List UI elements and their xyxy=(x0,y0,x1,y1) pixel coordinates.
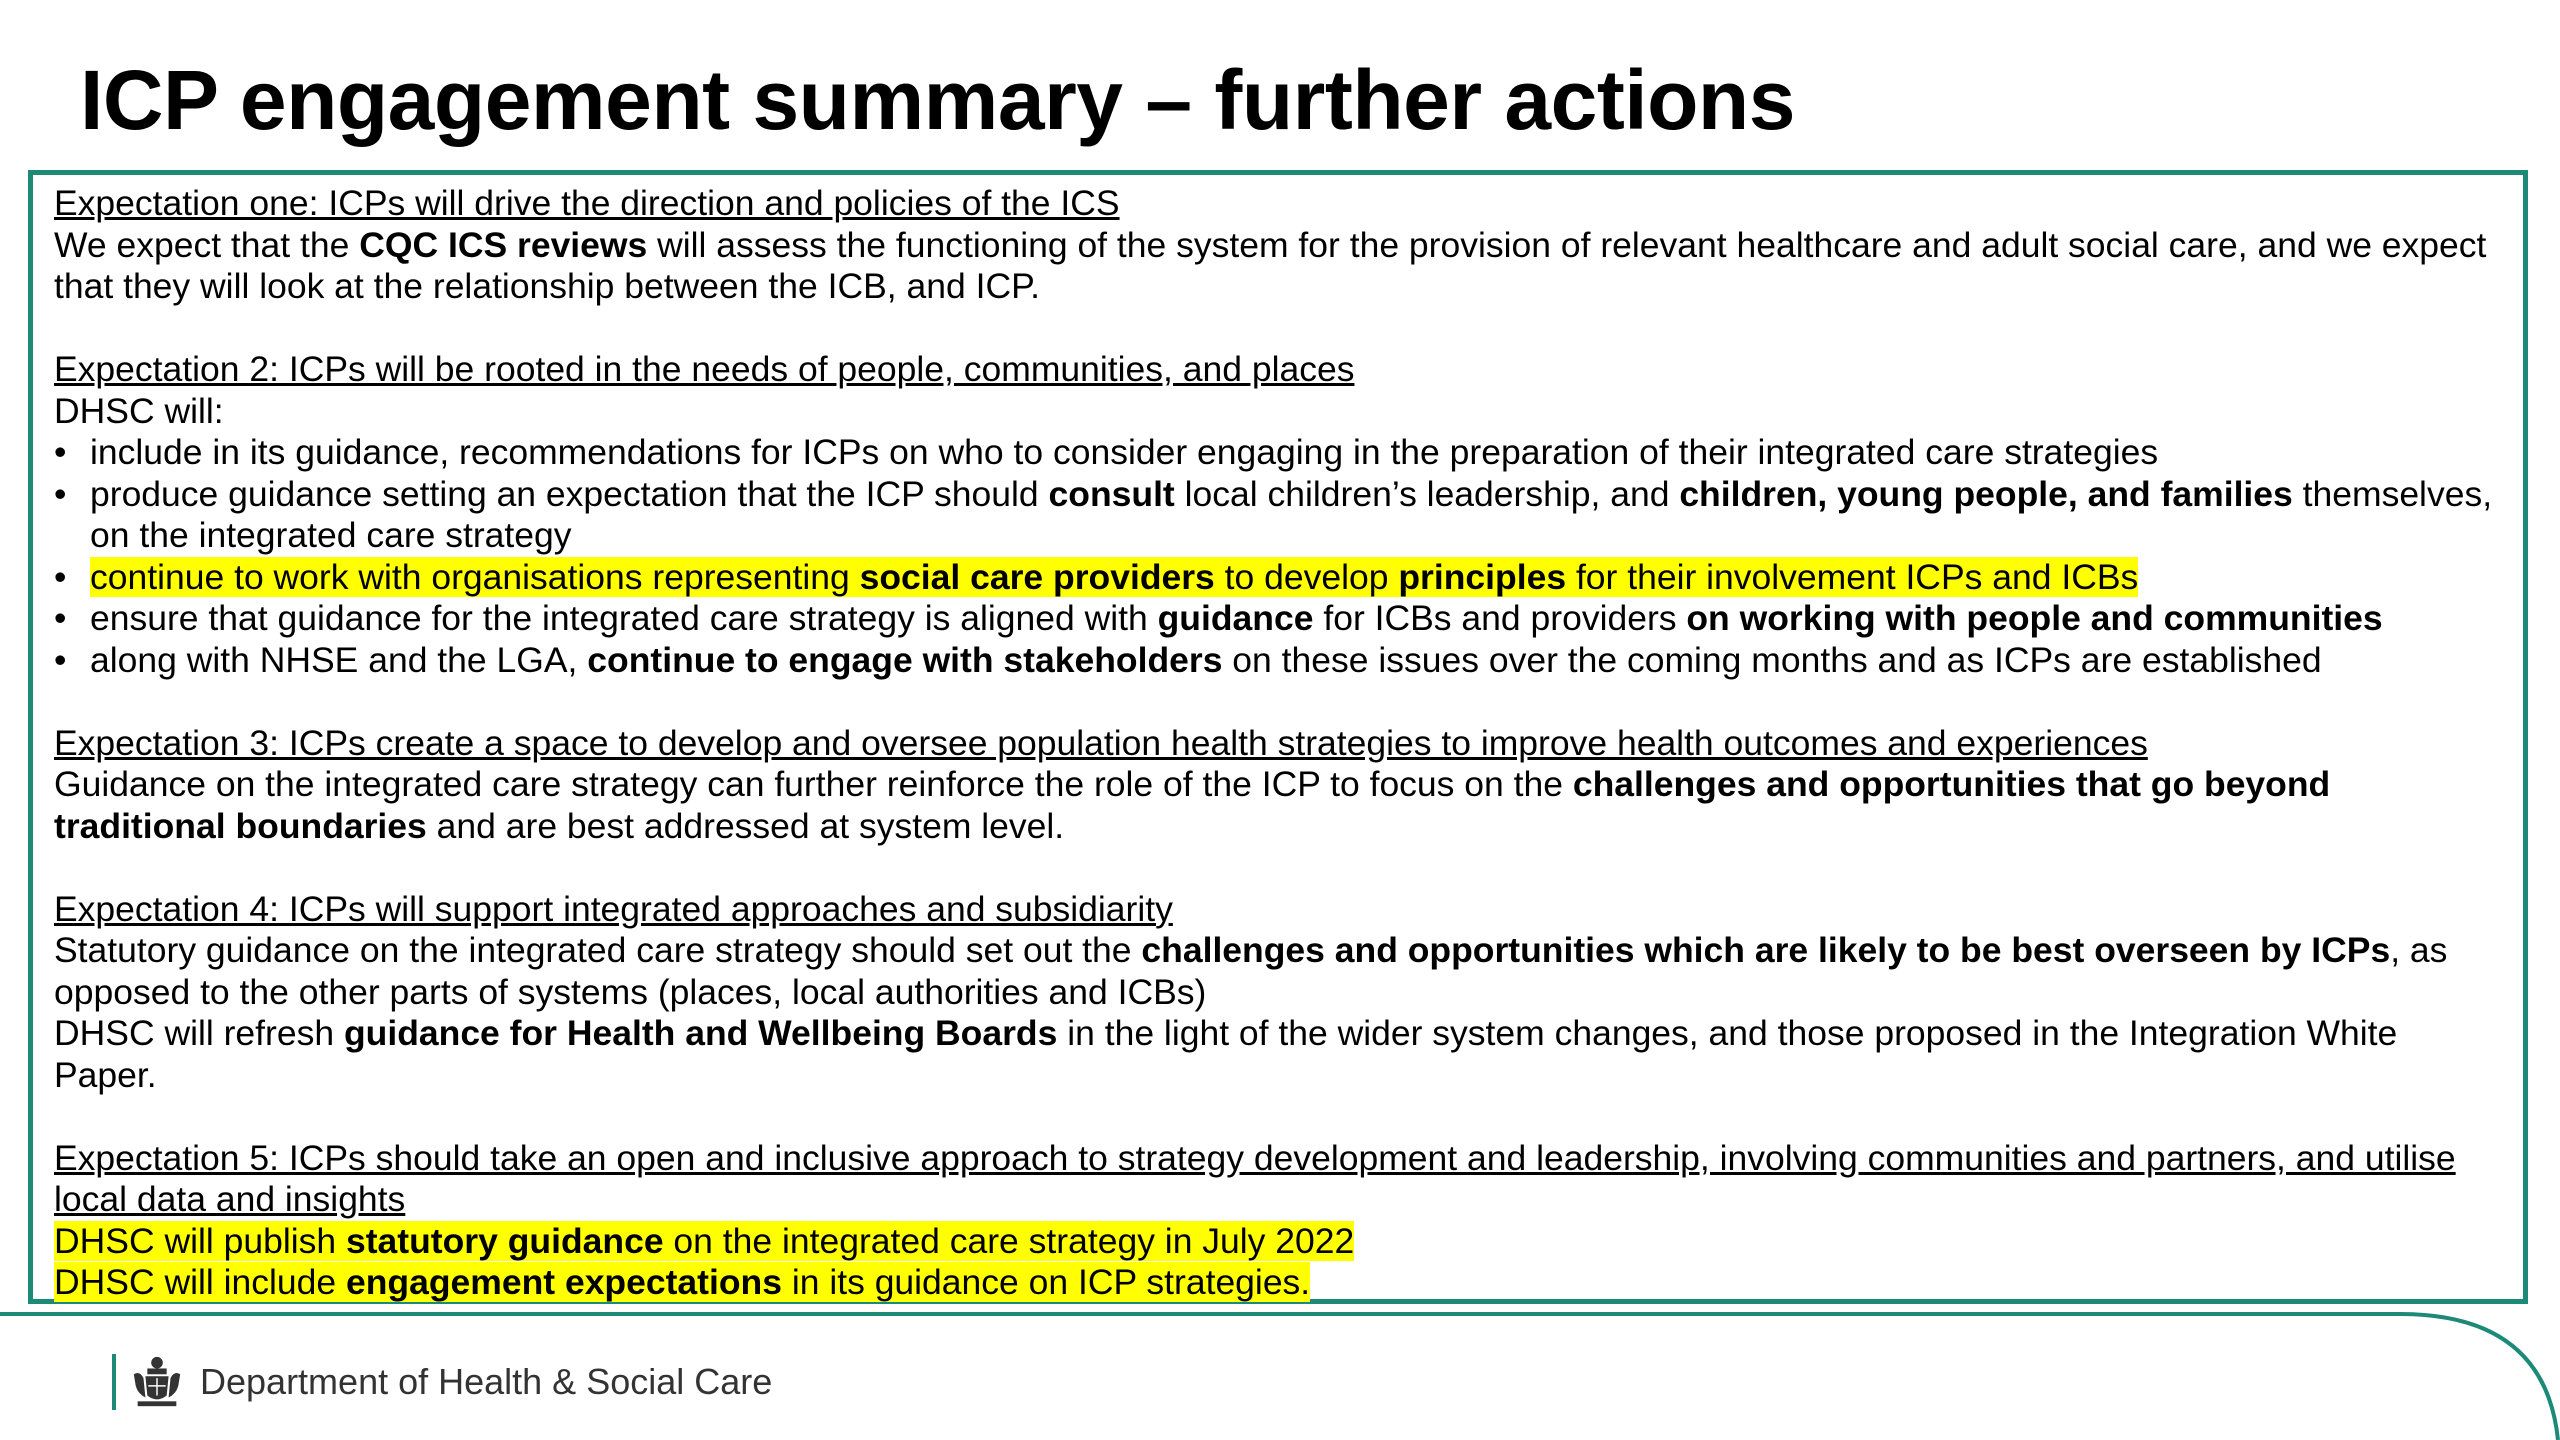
bullet-item: • ensure that guidance for the integrated care strategy is aligned with guidance for ICBs and providers on working with people and communities xyxy=(54,598,2503,640)
expectation-4-section xyxy=(54,889,2503,1097)
expectation-2-bullet-list xyxy=(54,432,2503,681)
royal-crest-icon xyxy=(128,1353,186,1411)
content-box xyxy=(28,170,2528,1304)
expectation-5-publish-line: DHSC will publish statutory guidance on the integrated care strategy in July 2022 xyxy=(54,1220,1355,1261)
expectation-4-dhsc-action: DHSC will refresh guidance for Health and Wellbeing Boards in the light of the wider system changes, and those proposed in the Integration White Paper. xyxy=(54,1013,2398,1095)
expectation-2-heading: Expectation 2: ICPs will be rooted in the needs of people, communities, and places xyxy=(54,349,1355,389)
bullet-item: • produce guidance setting an expectation that the ICP should consult local children’s leadership, and children, young people, and families themselves, on the integrated care strategy xyxy=(54,474,2503,557)
page-title: ICP engagement summary – further actions xyxy=(80,53,1795,147)
expectation-1-body: We expect that the CQC ICS reviews will assess the functioning of the system for the provision of relevant healthcare and adult social care, and we expect that they will look at the relationship between the ICB, and ICP. xyxy=(54,224,2487,306)
expectation-3-body: Guidance on the integrated care strategy can further reinforce the role of the ICP to focus on the challenges and opportunities that go beyond traditional boundaries and are best addressed at system level. xyxy=(54,764,2331,846)
department-name: Department of Health & Social Care xyxy=(200,1361,773,1402)
expectation-5-include-line: DHSC will include engagement expectations in its guidance on ICP strategies. xyxy=(54,1262,1311,1302)
bullet-item: • along with NHSE and the LGA, continue to engage with stakeholders on these issues over the coming months and as ICPs are established xyxy=(54,640,2503,682)
expectation-3-heading: Expectation 3: ICPs create a space to develop and oversee population health strategies to improve health outcomes and experiences xyxy=(54,722,2148,763)
expectation-3-section xyxy=(54,723,2503,848)
expectation-1-heading: Expectation one: ICPs will drive the direction and policies of the ICS xyxy=(54,183,1120,223)
expectation-2-intro: DHSC will: xyxy=(54,390,224,431)
expectation-4-body: Statutory guidance on the integrated care strategy should set out the challenges and opportunities which are likely to be best overseen by ICPs, as opposed to the other parts of systems (places, local authorities and ICBs) xyxy=(54,930,2448,1012)
bullet-item: • continue to work with organisations representing social care providers to develop principles for their involvement ICPs and ICBs xyxy=(54,557,2503,599)
bullet-item: • include in its guidance, recommendations for ICPs on who to consider engaging in the preparation of their integrated care strategies xyxy=(54,432,2503,474)
logo-divider-bar xyxy=(112,1354,116,1410)
expectation-4-heading: Expectation 4: ICPs will support integrated approaches and subsidiarity xyxy=(54,888,1173,929)
expectation-5-heading: Expectation 5: ICPs should take an open and inclusive approach to strategy development and leadership, involving communities and partners, and utilise local data and insights xyxy=(54,1137,2456,1219)
expectation-5-section xyxy=(54,1138,2503,1304)
expectation-2-section xyxy=(54,349,2503,681)
dhsc-logo xyxy=(112,1350,772,1414)
expectation-1-section xyxy=(54,183,2503,308)
